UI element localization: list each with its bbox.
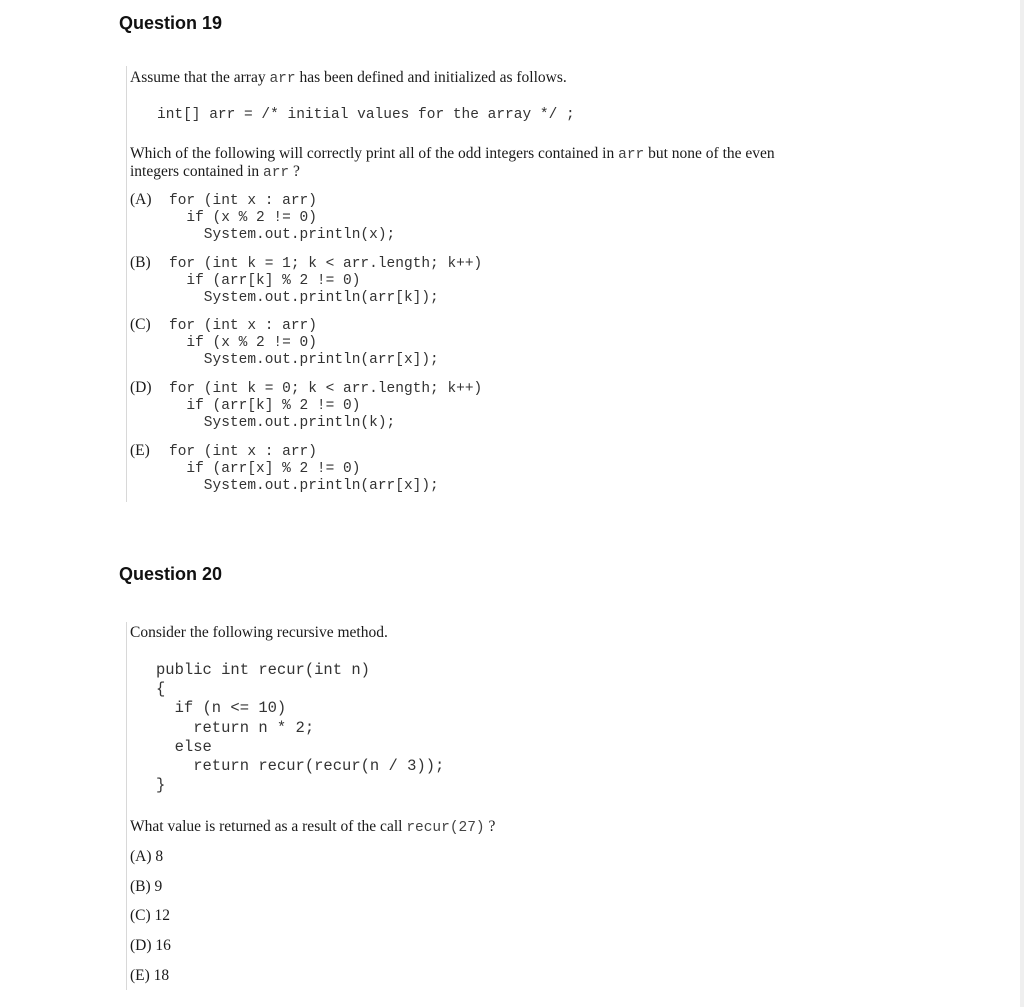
q20-option-a-label: (A) — [130, 848, 152, 865]
q19-option-c-code: for (int x : arr) if (x % 2 != 0) System.out.println(arr[x]); — [169, 318, 439, 368]
q20-prompt-end: ? — [488, 818, 496, 835]
q20-option-b-value: 9 — [154, 878, 163, 895]
q19-intro-prefix: Assume that the array — [130, 69, 266, 86]
q20-intro: Consider the following recursive method. — [130, 624, 388, 641]
question-20-heading: Question 20 — [119, 564, 223, 584]
q19-option-e-label[interactable]: (E) — [130, 442, 150, 459]
q19-prompt-line2 — [130, 163, 300, 182]
q19-option-c-label[interactable]: (C) — [130, 316, 151, 333]
q20-option-e-value: 18 — [153, 967, 170, 984]
q20-option-d[interactable] — [130, 937, 171, 955]
q20-option-d-value: 16 — [155, 937, 171, 954]
q19-option-b-label[interactable]: (B) — [130, 254, 151, 271]
q20-method-code: public int recur(int n) { if (n <= 10) return n * 2; else return recur(recur(n / 3)); } — [156, 661, 445, 795]
q20-option-c-value: 12 — [154, 907, 171, 924]
q20-option-e[interactable] — [130, 967, 169, 985]
q19-prompt-code: arr — [618, 147, 645, 163]
q20-option-a-value: 8 — [155, 848, 164, 865]
q20-option-c-label: (C) — [130, 907, 151, 924]
q19-option-a-code: for (int x : arr) if (x % 2 != 0) System.out.println(x); — [169, 193, 396, 243]
q19-prompt-end: ? — [292, 163, 300, 180]
q19-intro — [130, 69, 567, 88]
q20-option-b[interactable] — [130, 878, 162, 896]
q20-prompt-code: recur(27) — [406, 820, 485, 836]
q20-option-d-label: (D) — [130, 937, 152, 954]
q19-prompt-line2-text: integers contained in — [130, 163, 260, 180]
q19-option-b-code: for (int k = 1; k < arr.length; k++) if (arr[k] % 2 != 0) System.out.println(arr[k]); — [169, 256, 483, 306]
q20-option-b-label: (B) — [130, 878, 151, 895]
q19-option-d-label[interactable]: (D) — [130, 379, 152, 396]
q19-intro-code: arr — [269, 71, 296, 87]
q19-prompt — [130, 145, 775, 164]
q20-option-c[interactable] — [130, 907, 170, 925]
q20-option-e-label: (E) — [130, 967, 150, 984]
q20-option-a[interactable] — [130, 848, 163, 866]
q19-declaration: int[] arr = /* initial values for the array */ ; — [157, 107, 575, 123]
q20-prompt — [130, 818, 495, 837]
q19-prompt-prefix: Which of the following will correctly print all of the odd integers contained in — [130, 145, 615, 162]
q19-prompt-code2: arr — [263, 165, 290, 181]
q19-intro-suffix: has been defined and initialized as follows. — [299, 69, 567, 86]
q19-prompt-mid: but none of the even — [648, 145, 775, 162]
q20-prompt-prefix: What value is returned as a result of the call — [130, 818, 403, 835]
question-19-heading: Question 19 — [119, 13, 223, 33]
q19-option-e-code: for (int x : arr) if (arr[x] % 2 != 0) System.out.println(arr[x]); — [169, 444, 439, 494]
q19-option-d-code: for (int k = 0; k < arr.length; k++) if (arr[k] % 2 != 0) System.out.println(k); — [169, 381, 483, 431]
page-edge-scrollbar — [1020, 0, 1024, 1007]
q19-option-a-label[interactable]: (A) — [130, 191, 152, 208]
